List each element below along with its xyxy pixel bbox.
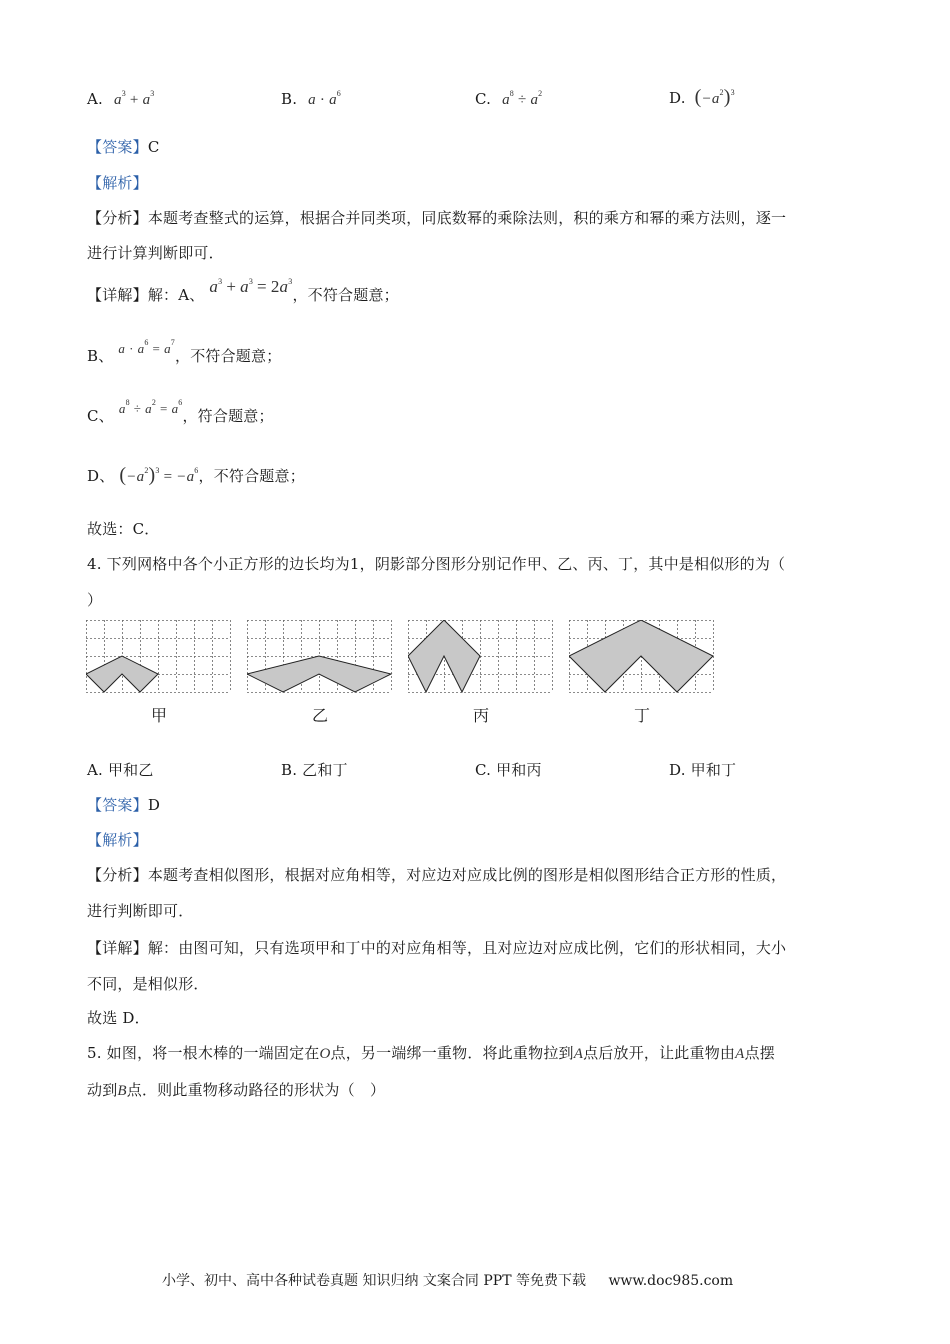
shape-yi — [247, 656, 391, 692]
q4-stem-line2: ） — [87, 591, 103, 609]
detail-a-expr: $a^3 + a^3 = 2a^3$ — [209, 277, 293, 296]
footer-text: 小学、初中、高中各种试卷真题 知识归纳 文案合同 PPT 等免费下载 — [162, 1273, 586, 1289]
figure-label-ding: 丁 — [634, 706, 651, 725]
q4-answer — [87, 794, 160, 815]
q3-option-c-label: C. — [475, 90, 492, 108]
detail-c-tail: ，符合题意； — [182, 407, 274, 425]
q4-analysis-tag: 【解析】 — [87, 831, 148, 849]
q3-option-b-expr: $a \cdot a^6$ — [308, 89, 341, 108]
detail-b-lead: B、 — [87, 347, 114, 365]
q5-line1-d: 点摆 — [744, 1044, 775, 1062]
q4-fenxi-tag: 【分析】 — [87, 866, 148, 884]
q5-point-o: O — [319, 1046, 331, 1062]
q3-option-c — [475, 89, 542, 109]
q5-line1-b: 点，另一端绑一重物．将此重物拉到 — [330, 1044, 574, 1062]
q5-point-b: B — [117, 1083, 127, 1099]
detail-c-lead: C、 — [87, 407, 114, 425]
q3-analysis-tag: 【解析】 — [87, 174, 148, 192]
detail-b-tail: ，不符合题意； — [175, 347, 282, 365]
q3-answer — [87, 136, 160, 157]
q4-fenxi-line1 — [87, 864, 786, 885]
q3-option-d — [669, 86, 735, 109]
q5-point-a1: A — [573, 1046, 584, 1062]
detail-tag: 【详解】 — [87, 286, 148, 304]
detail-d-lead: D、 — [87, 467, 115, 485]
page-footer — [162, 1270, 733, 1290]
detail-d-expr: $(-a^2)^3 = -a^6$ — [119, 464, 199, 486]
shape-ding — [569, 620, 713, 692]
q3-detail-d — [87, 464, 305, 487]
q3-option-a-expr: $a^3 + a^3$ — [113, 89, 155, 108]
q3-option-b-label: B. — [281, 90, 298, 108]
fenxi-tag: 【分析】 — [87, 209, 148, 227]
q5-line1 — [87, 1042, 775, 1063]
q4-fenxi-text: 本题考查相似图形，根据对应角相等，对应边对应成比例的图形是相似图形结合正方形的性质， — [147, 866, 787, 884]
q3-option-a-label: A. — [87, 90, 104, 108]
q3-option-d-expr: $(-a^2)^3$ — [694, 86, 735, 108]
fenxi-text: 本题考查整式的运算，根据合并同类项，同底数幂的乘除法则，积的乘方和幂的乘方法则，逐一 — [147, 209, 787, 227]
q4-detail-line1 — [87, 937, 786, 958]
q3-conclusion: 故选：C． — [87, 520, 160, 538]
figure-label-yi: 乙 — [312, 706, 329, 725]
detail-c-expr: $a^8 \div a^2 = a^6$ — [118, 398, 183, 416]
q4-option-b: B. 乙和丁 — [281, 761, 348, 779]
figure-label-jia: 甲 — [151, 706, 168, 725]
figure-bing — [408, 620, 554, 694]
q4-detail-tag: 【详解】 — [87, 939, 148, 957]
q3-option-d-label: D. — [669, 89, 686, 107]
q4-detail-text: 解：由图可知，只有选项甲和丁中的对应角相等，且对应边对应成比例，它们的形状相同，大小 — [147, 939, 787, 957]
q3-option-a — [87, 89, 154, 109]
q5-line2 — [87, 1079, 385, 1100]
detail-intro: 解：A、 — [147, 286, 205, 304]
q3-fenxi-line2: 进行计算判断即可． — [87, 244, 224, 262]
footer-url[interactable]: www.doc985.com — [608, 1273, 734, 1289]
q4-answer-tag: 【答案】 — [87, 796, 148, 814]
q5-line2-b: 点．则此重物移动路径的形状为（ ） — [126, 1081, 386, 1099]
q4-option-d: D. 甲和丁 — [669, 761, 737, 779]
q4-conclusion: 故选 D． — [87, 1009, 150, 1027]
figure-jia — [86, 620, 232, 694]
q5-line1-a: 5. 如图，将一根木棒的一端固定在 — [87, 1044, 320, 1062]
q4-option-c: C. 甲和丙 — [475, 761, 542, 779]
figure-label-bing: 丙 — [473, 706, 490, 725]
q4-option-a: A. 甲和乙 — [87, 761, 154, 779]
q5-line1-c: 点后放开，让此重物由 — [583, 1044, 736, 1062]
q3-option-c-expr: $a^8 \div a^2$ — [502, 89, 543, 108]
figure-ding — [569, 620, 715, 694]
q3-detail-b — [87, 338, 282, 366]
q3-option-b — [281, 89, 341, 109]
q4-detail-line2: 不同，是相似形． — [87, 975, 209, 993]
answer-tag: 【答案】 — [87, 138, 148, 156]
figure-yi — [247, 620, 393, 694]
shape-jia — [86, 656, 158, 692]
q3-detail-c — [87, 398, 274, 426]
q4-answer-value: D — [147, 796, 161, 814]
q3-detail-a — [87, 277, 399, 305]
q4-fenxi-line2: 进行判断即可． — [87, 902, 194, 920]
q3-fenxi-line1 — [87, 207, 786, 228]
detail-b-expr: $a \cdot a^6 = a^7$ — [118, 338, 175, 356]
q5-line2-a: 动到 — [87, 1081, 118, 1099]
answer-value: C — [147, 138, 160, 156]
detail-d-tail: ，不符合题意； — [198, 467, 305, 485]
q4-stem-line1: 4. 下列网格中各个小正方形的边长均为1，阴影部分图形分别记作甲、乙、丙、丁，其中是相似形的为（ — [87, 555, 786, 573]
shape-bing — [408, 620, 480, 692]
detail-a-tail: ，不符合题意； — [292, 286, 399, 304]
q5-point-a2: A — [735, 1046, 745, 1062]
